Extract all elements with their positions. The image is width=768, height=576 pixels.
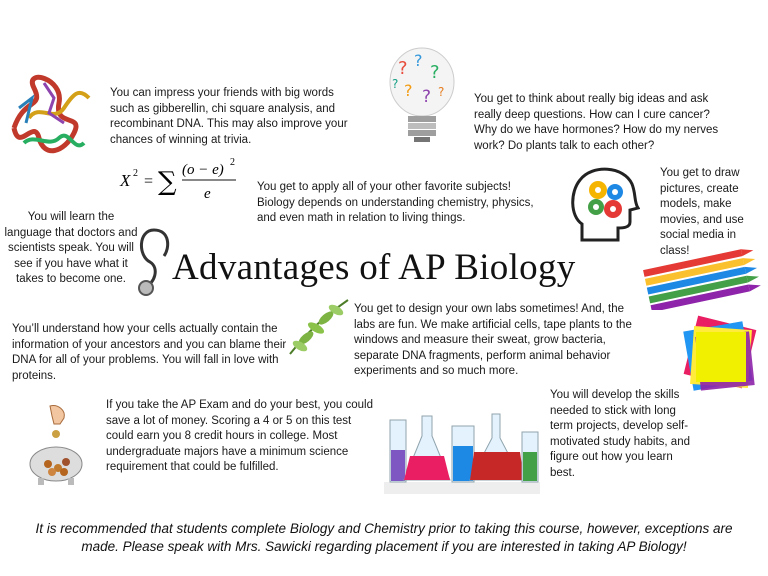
skills-text: You will develop the skills needed to stick with long term projects, develop self-motivated study habits, and figure out how you learn best. [550,389,690,479]
formula-equals: = [144,173,154,190]
crayons-icon [640,246,764,310]
formula-sum: ∑ [158,167,177,197]
labs-text: You get to design your own labs sometimes! And, the labs are fun. We make artificial cells, tape plants to the windows and measure their sweat, grow bacteria, separate DNA fragments, perform animal behavior experiments and so much more. [354,303,632,377]
formula-denominator: e [204,186,211,202]
vocabulary-text: You can impress your friends with big words such as gibberellin, chi square analysis, and recombinant DNA. This may also improve your chances of winning at trivia. [110,87,348,146]
subjects-text: You get to apply all of your other favorite subjects! Biology depends on understanding chemistry, physics, and even math in relation to living things. [257,181,534,224]
svg-text:?: ? [404,81,413,100]
protein-structure-image [4,68,102,166]
creative-text: You get to draw pictures, create models, make movies, and use social media in class! [660,167,744,257]
plant-leaves-icon [286,294,352,358]
stethoscope-icon [134,226,176,298]
formula-lhs: X [120,171,131,190]
big-ideas-text: You get to think about really big ideas and ask really deep questions. How can I cure cancer? Why do we have hormones? How do my nerves work? Do plants talk to each other? [474,93,719,152]
lab-glassware-image [384,386,540,494]
chi-square-formula [118,152,248,212]
svg-text:?: ? [398,58,408,79]
page-title: Advantages of AP Biology [172,247,576,288]
lightbulb-question-icon [384,44,460,144]
money-text: If you take the AP Exam and do your best, you could save a lot of money. Scoring a 4 or 5 on this test could earn you 8 credit hours in college. Most undergraduate majors have a minimum science requirement that could be fulfilled. [106,399,374,473]
sticky-notes-icon [676,314,764,396]
svg-text:?: ? [414,51,423,70]
svg-text:?: ? [392,77,399,91]
footer-note: It is recommended that students complete Biology and Chemistry prior to taking this course, however, exceptions are made. Please speak with Mrs. Sawicki regarding placement if you are interested in taking AP Biology! [35,521,733,554]
doctors-text: You will learn the language that doctors and scientists speak. You will see if you have what it takes to become one. [4,211,138,285]
svg-text:?: ? [438,85,445,99]
cells-text: You’ll understand how your cells actually contain the information of your ancestors and you can blame their DNA for all of your problems. You will fall in love with proteins. [12,323,287,382]
formula-numerator-exponent: 2 [230,157,235,168]
formula-lhs-exponent: 2 [133,168,138,179]
svg-text:?: ? [430,62,440,83]
piggy-bank-icon [24,402,90,486]
head-gears-icon [568,162,640,244]
formula-numerator: (o − e) [182,162,224,178]
svg-text:?: ? [422,87,432,107]
